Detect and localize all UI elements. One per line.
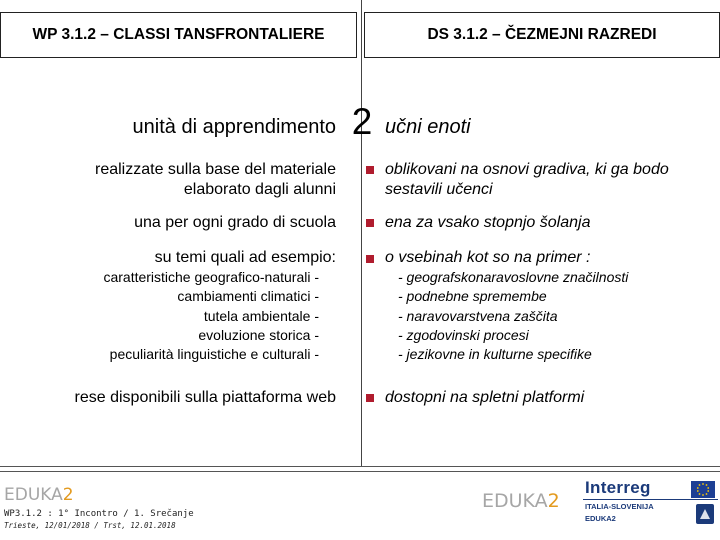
footer-center-brand-main: EDUKA <box>482 490 548 512</box>
footer-divider-top <box>0 466 720 467</box>
left-subitem: cambiamenti climatici - <box>177 288 319 305</box>
right-item-1 <box>385 160 715 200</box>
left-title: unità di apprendimento <box>132 116 336 138</box>
center-number: 2 <box>351 101 373 142</box>
footer-brand-num: 2 <box>62 485 74 505</box>
bullet-square-2 <box>366 219 374 227</box>
right-subitem: - jezikovne in kulturne specifike <box>398 346 592 363</box>
footer-divider-bottom <box>0 471 720 472</box>
right-item-2: ena za vsako stopnjo šolanja <box>385 214 591 231</box>
left-item-1 <box>0 160 336 200</box>
left-subitems-list <box>0 268 319 364</box>
left-item-3: su temi quali ad esempio: <box>154 249 336 266</box>
interreg-sub: ITALIA-SLOVENIJA <box>585 502 654 511</box>
bullet-square-4 <box>366 394 374 402</box>
header-right-title <box>364 12 720 58</box>
footer-center-brand-num: 2 <box>547 490 560 512</box>
right-subitem: - podnebne spremembe <box>398 288 547 305</box>
left-item-1-line-1: realizzate sulla base del materiale <box>94 161 336 178</box>
left-subitem: tutela ambientale - <box>203 307 319 324</box>
right-subitem: - zgodovinski procesi <box>398 326 529 343</box>
bullet-square-1 <box>366 166 374 174</box>
right-item-1-line-2: sestavili učenci <box>385 181 493 198</box>
footer-center-brand-logo <box>482 490 560 512</box>
left-subitem: caratteristiche geografico-naturali - <box>103 269 319 285</box>
footer-brand-main: EDUKA <box>4 485 63 505</box>
left-subitem: peculiarità linguistiche e culturali - <box>109 346 319 363</box>
right-item-1-line-1: oblikovani na osnovi gradiva, ki ga bodo <box>385 161 669 178</box>
left-item-1-line-2: elaborato dagli alunni <box>183 181 336 198</box>
right-subitem: - naravovarstvena zaščita <box>398 307 558 324</box>
vertical-divider <box>361 0 362 466</box>
right-subitems-list <box>398 268 718 364</box>
interreg-title: Interreg <box>585 478 651 497</box>
right-subitem: - geografskonaravoslovne značilnosti <box>398 269 629 285</box>
left-item-4: rese disponibili sulla piattaforma web <box>74 389 336 406</box>
right-item-3: o vsebinah kot so na primer : <box>385 249 591 266</box>
header-right-text: DS 3.1.2 – ČEZMEJNI RAZREDI <box>427 26 657 43</box>
eu-flag-icon <box>691 481 715 498</box>
interreg-project: EDUKA2 <box>585 514 616 523</box>
seal-icon <box>695 503 715 525</box>
interreg-logo <box>583 477 718 527</box>
right-item-4: dostopni na spletni platformi <box>385 389 585 406</box>
header-left-text: WP 3.1.2 – CLASSI TANSFRONTALIERE <box>32 26 325 43</box>
bullet-square-3 <box>366 255 374 263</box>
footer-meeting: WP3.1.2 : 1° Incontro / 1. Srečanje <box>4 509 194 519</box>
right-title: učni enoti <box>385 116 471 138</box>
footer-place-date: Trieste, 12/01/2018 / Trst, 12.01.2018 <box>4 521 176 530</box>
footer-brand-logo <box>4 485 74 505</box>
left-item-2: una per ogni grado di scuola <box>134 214 336 231</box>
left-subitem: evoluzione storica - <box>198 326 319 343</box>
interreg-rule <box>583 499 718 500</box>
header-left-title <box>0 12 357 58</box>
